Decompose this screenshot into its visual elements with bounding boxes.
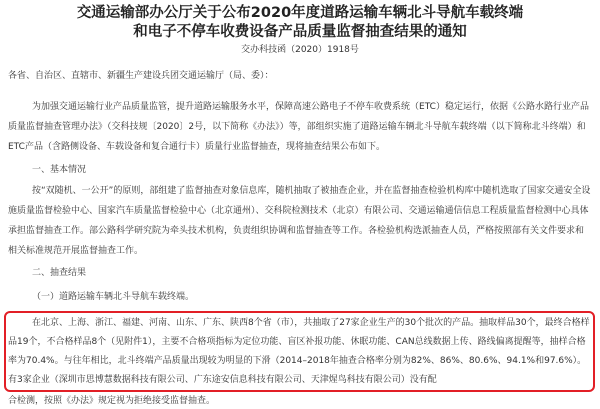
document-title-line-2: 和电子不停车收费设备产品质量监督抽查结果的通知 <box>133 24 467 40</box>
subsection-1-body: 在北京、上海、浙江、福建、河南、山东、广东、陕西8个省（市），共抽取了27家企业生产的30个批次的产品。抽取样品30个，最终合格样品19个，不合格样品8个（见附件1），主要不合格项指标为定位功能、盲区补报功能、休眠功能、CAN总线数据上传、路线偏离提醒等，抽样合格率为70.4%。与往年相比，北斗终端产品质量出现较为明显的下滑（2014–2018年抽查合格率分别为82%、86%、80.6%、94.1%和97.6%）。有3家企业（深圳市思博慧数据科技有限公司、广东途安信息科技有限公司、天津煋鸟科技有限公司）没有配 <box>8 318 590 385</box>
intro-paragraph: 为加强交通运输行业产品质量监管，提升道路运输服务水平，保障高速公路电子不停车收费系统（ETC）稳定运行，依据《公路水路行业产品质量监督抽查管理办法》（交科技规〔2020〕2号，以下简称《办法》）等，部组织实施了道路运输车辆北斗导航车载终端（以下简称北斗终端）和ETC产品（含路侧设备、车载设备和复合通行卡）质量行业监督抽查，现将抽查结果公布如下。 <box>8 102 589 152</box>
subsection-1-heading: （一）道路运输车辆北斗导航车载终端。 <box>32 292 195 302</box>
section-1-body: 按“双随机、一公开”的原则，部组建了监督抽查对象信息库，随机抽取了被抽查企业，并在监督抽查检验机构库中随机选取了国家交通安全设施质量监督检验中心、国家汽车质量监督检验中心（北京通州）、交科院检测技术（北京）有限公司、交通运输通信信息工程质量监督检测中心具体承担监督抽查工作。部公路科学研究院为牵头技术机构，负责组织协调和监督抽查等工作。各检验机构选派抽查人员，严格按照部有关文件要求和相关标准规范开展监督抽查工作。 <box>8 186 591 256</box>
section-2-heading: 二、抽查结果 <box>32 268 87 278</box>
document-title-line-1: 交通运输部办公厅关于公布2020年度道路运输车辆北斗导航车载终端 <box>76 5 524 21</box>
section-1-heading: 一、基本情况 <box>32 165 87 175</box>
document-number: 交办科技函（2020）1918号 <box>241 45 359 55</box>
salutation: 各省、自治区、直辖市、新疆生产建设兵团交通运输厅（局、委）： <box>8 71 274 81</box>
continuation-text: 合检测，按照《办法》规定视为拒绝接受监督抽查。 <box>8 396 216 406</box>
